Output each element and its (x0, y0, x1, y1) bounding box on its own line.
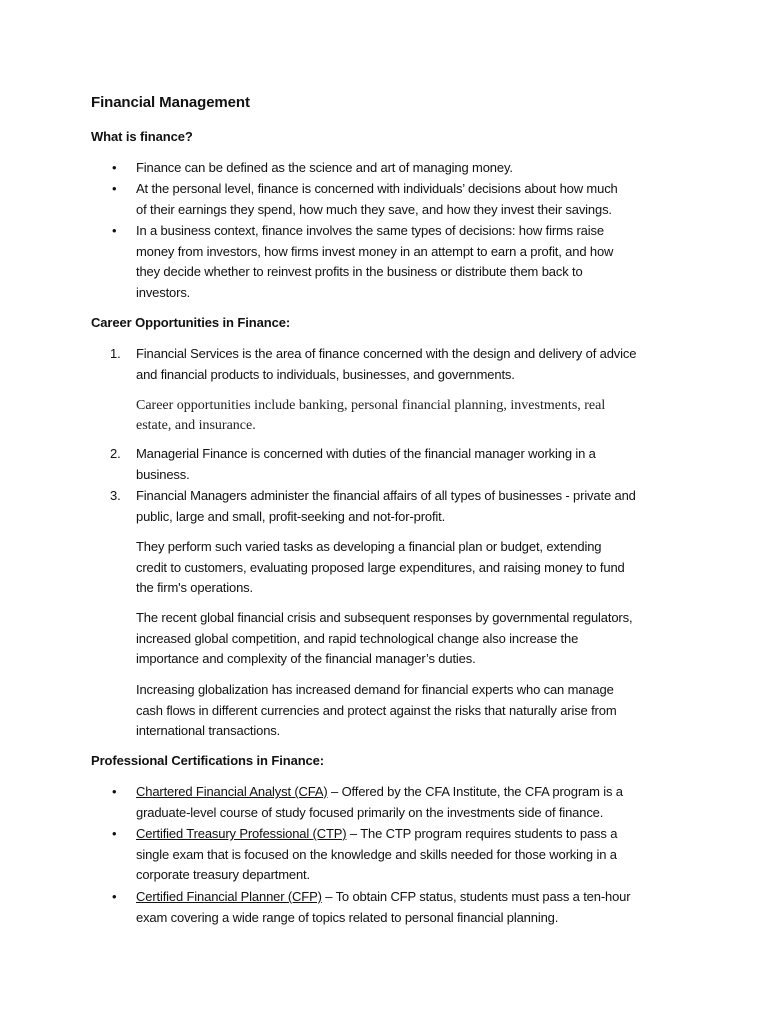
bullet-item (112, 824, 696, 886)
section-heading-professional-certifications: Professional Certifications in Finance: (91, 753, 325, 768)
paragraph-line: credit to customers, evaluating proposed large expenditures, and raising money to fund (136, 559, 625, 575)
globalization-paragraph (136, 680, 696, 742)
managers-tasks-paragraph (136, 537, 696, 599)
bullet-item (112, 221, 696, 303)
numbered-item (110, 444, 696, 485)
bullet-text: – The CTP program requires students to pass a (346, 826, 618, 841)
bullet-text-line: single exam that is focused on the knowledge and skills needed for those working in a (136, 846, 617, 862)
item-text-line: Managerial Finance is concerned with duties of the financial manager working in a (136, 446, 596, 461)
bullet-text-line (136, 824, 696, 845)
career-services-note (136, 396, 666, 435)
bullet-text-line (136, 782, 696, 803)
bullet-text-line: exam covering a wide range of topics related to personal financial planning. (136, 909, 559, 925)
cfa-certification-link[interactable]: Chartered Financial Analyst (CFA) (136, 784, 328, 799)
paragraph-line: increased global competition, and rapid technological change also increase the (136, 630, 579, 646)
bullet-marker: • (112, 160, 117, 175)
cfp-certification-link[interactable]: Certified Financial Planner (CFP) (136, 889, 322, 904)
bullet-marker: • (112, 223, 117, 238)
paragraph-line: The recent global financial crisis and subsequent responses by governmental regulators, (136, 610, 633, 625)
ctp-certification-link[interactable]: Certified Treasury Professional (CTP) (136, 826, 347, 841)
paragraph-line: Increasing globalization has increased demand for financial experts who can manage (136, 682, 614, 697)
section-heading-career-opportunities: Career Opportunities in Finance: (91, 315, 291, 330)
bullet-text-line (136, 887, 696, 908)
paragraph-line: the firm's operations. (136, 580, 253, 596)
bullet-text-line: graduate-level course of study focused primarily on the investments side of finance. (136, 804, 604, 820)
bullet-text-line: they decide whether to reinvest profits in the business or distribute them back to (136, 264, 583, 280)
bullet-text-line: money from investors, how firms invest money in an attempt to earn a profit, and how (136, 243, 614, 259)
bullet-text: – Offered by the CFA Institute, the CFA program is a (327, 784, 623, 799)
item-text-line: Financial Services is the area of finance concerned with the design and delivery of advice (136, 346, 637, 361)
item-number: 1. (110, 346, 121, 361)
item-number: 3. (110, 488, 121, 503)
bullet-marker: • (112, 889, 117, 904)
paragraph-line: They perform such varied tasks as developing a financial plan or budget, extending (136, 539, 602, 554)
bullet-text-line: of their earnings they spend, how much they save, and how they invest their savings. (136, 201, 612, 217)
note-line: estate, and insurance. (136, 417, 256, 433)
bullet-text-line: investors. (136, 284, 191, 300)
bullet-text-line: At the personal level, finance is concerned with individuals’ decisions about how much (136, 181, 618, 196)
numbered-item (110, 344, 696, 385)
page-title: Financial Management (91, 94, 250, 111)
note-line: Career opportunities include banking, personal financial planning, investments, real (136, 398, 606, 413)
bullet-text: Finance can be defined as the science and art of managing money. (136, 160, 513, 175)
numbered-item (110, 486, 696, 527)
paragraph-line: cash flows in different currencies and protect against the risks that naturally arise from (136, 702, 617, 718)
bullet-item (112, 782, 696, 823)
bullet-text: – To obtain CFP status, students must pass a ten-hour (321, 889, 631, 904)
item-text-line: public, large and small, profit-seeking and not-for-profit. (136, 508, 446, 524)
paragraph-line: importance and complexity of the financial manager’s duties. (136, 651, 476, 667)
bullet-item (112, 887, 696, 928)
global-crisis-paragraph (136, 608, 696, 670)
bullet-marker: • (112, 784, 117, 799)
bullet-marker: • (112, 181, 117, 196)
item-text-line: Financial Managers administer the financial affairs of all types of businesses - private and (136, 488, 636, 503)
bullet-item (112, 158, 696, 179)
paragraph-line: international transactions. (136, 723, 281, 739)
bullet-text-line: In a business context, finance involves the same types of decisions: how firms raise (136, 223, 604, 238)
section-heading-what-is-finance: What is finance? (91, 129, 193, 144)
bullet-text-line: corporate treasury department. (136, 867, 310, 883)
bullet-item (112, 179, 696, 220)
item-number: 2. (110, 446, 121, 461)
bullet-marker: • (112, 826, 117, 841)
item-text-line: and financial products to individuals, businesses, and governments. (136, 366, 515, 382)
item-text-line: business. (136, 466, 190, 482)
